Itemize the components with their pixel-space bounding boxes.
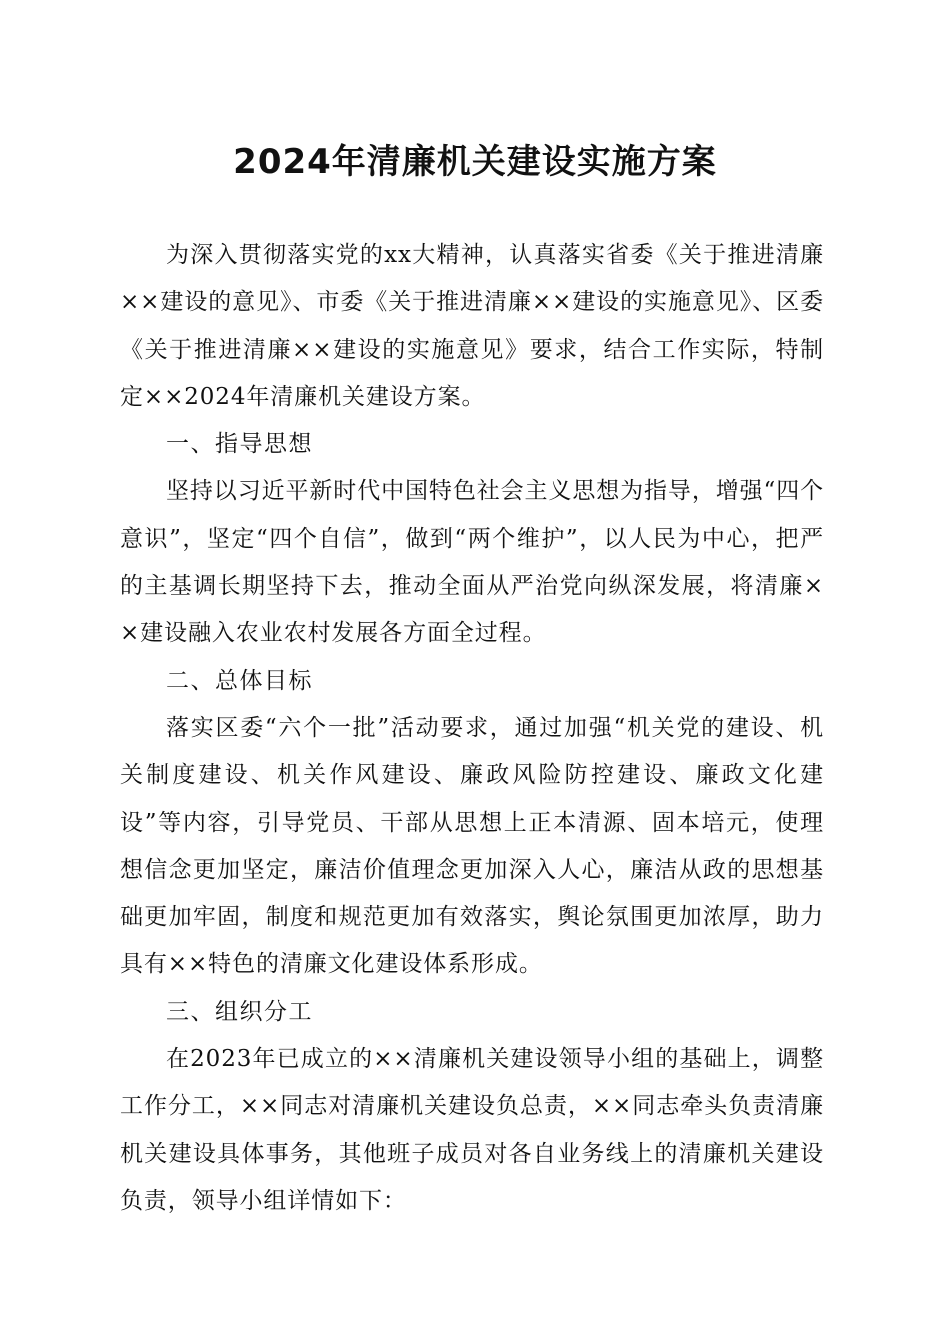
section-heading-guiding-ideology: 一、指导思想 — [166, 431, 313, 458]
intro-paragraph: 为深入贯彻落实党的xx大精神，认真落实省委《关于推进清廉××建设的意见》、市委《关于推进清廉××建设的实施意见》、区委《关于推进清廉××建设的实施意见》要求，结合工作实际，特制定××2024年清廉机关建设方案。 — [120, 242, 824, 410]
section-paragraph-overall-goal: 落实区委“六个一批”活动要求，通过加强“机关党的建设、机关制度建设、机关作风建设、廉政风险防控建设、廉政文化建设”等内容，引导党员、干部从思想上正本清源、固本培元，使理想信念更加坚定，廉洁价值理念更加深入人心，廉洁从政的思想基础更加牢固，制度和规范更加有效落实，舆论氛围更加浓厚，助力具有××特色的清廉文化建设体系形成。 — [120, 714, 824, 978]
document-title: 2024年清廉机关建设实施方案 — [233, 142, 717, 182]
section-paragraph-organization: 在2023年已成立的××清廉机关建设领导小组的基础上，调整工作分工，××同志对清廉机关建设负总责，××同志牵头负责清廉机关建设具体事务，其他班子成员对各自业务线上的清廉机关建设负责，领导小组详情如下： — [120, 1046, 824, 1214]
section-paragraph-guiding-ideology: 坚持以习近平新时代中国特色社会主义思想为指导，增强“四个意识”，坚定“四个自信”，做到“两个维护”，以人民为中心，把严的主基调长期坚持下去，推动全面从严治党向纵深发展，将清廉××建设融入农业农村发展各方面全过程。 — [120, 478, 824, 647]
document-body — [120, 232, 824, 1225]
section-heading-organization: 三、组织分工 — [166, 998, 313, 1025]
section-heading-overall-goal: 二、总体目标 — [166, 667, 313, 694]
